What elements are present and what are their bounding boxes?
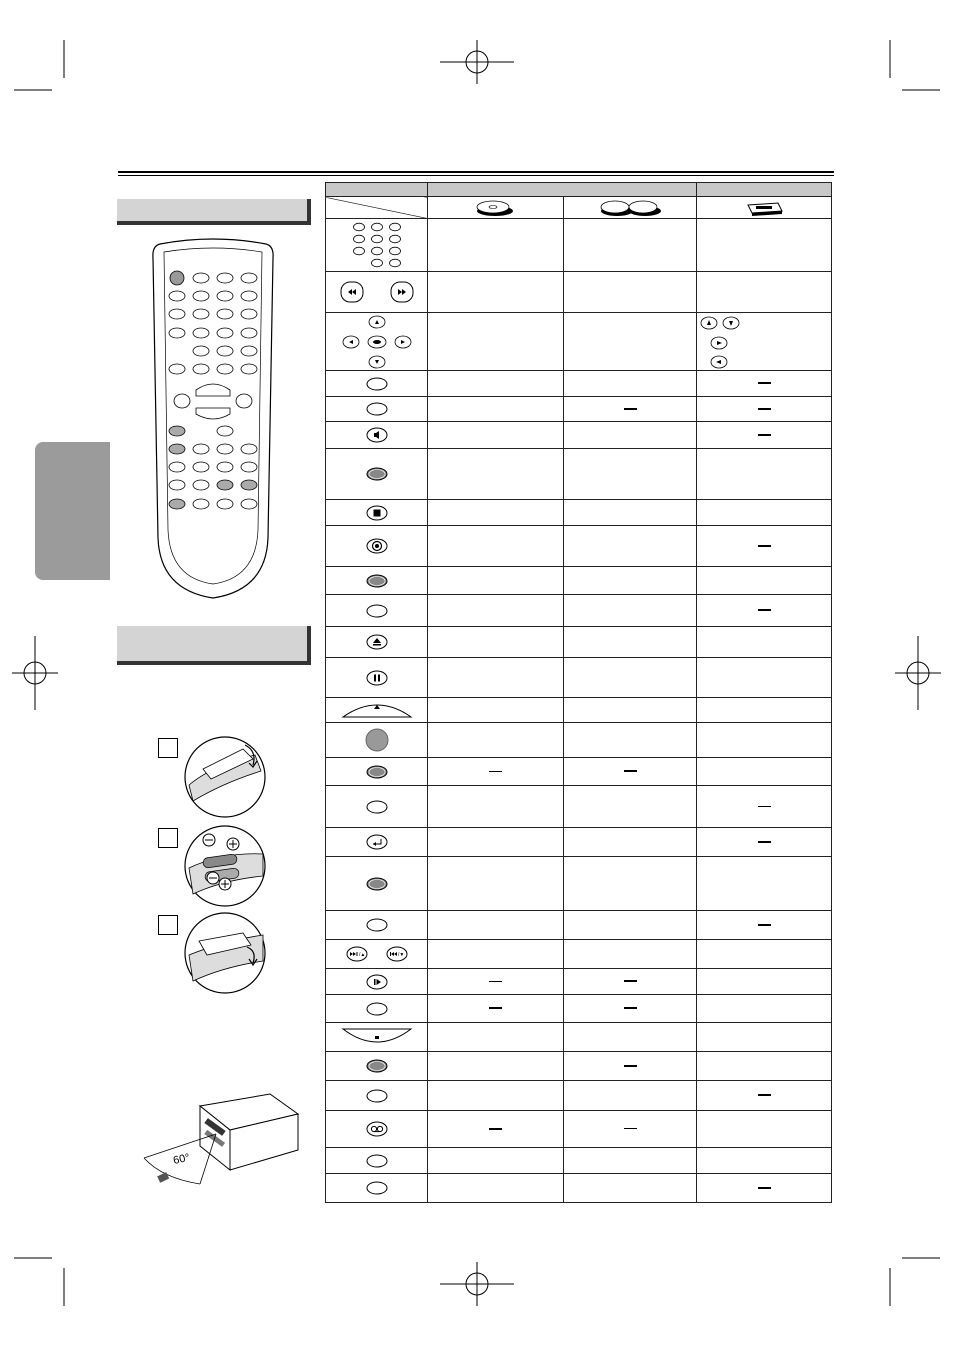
table-header-vcr: [697, 183, 832, 197]
cd-vcd-disc-icon: [597, 199, 663, 217]
vcr-cell: [697, 595, 832, 627]
table-row: [326, 786, 832, 828]
vcr-media-cell: [697, 197, 832, 219]
vcr-cell: [697, 758, 832, 786]
button-cell: [326, 595, 428, 627]
function-table: [325, 182, 832, 1203]
cd-vcd-cell: [564, 1111, 697, 1148]
button-cell: [326, 313, 428, 371]
button-cell: [326, 786, 428, 828]
vcr-cell: [697, 371, 832, 397]
record-button-icon: [357, 535, 397, 557]
return-button-icon: [357, 831, 397, 853]
vcr-cell: [697, 786, 832, 828]
table-row: [326, 940, 832, 969]
dvd-cell: [428, 371, 564, 397]
table-row: [326, 758, 832, 786]
table-row: [326, 371, 832, 397]
cd-vcd-cell: [564, 995, 697, 1023]
button-cell: [326, 397, 428, 422]
dvd-cell: [428, 1111, 564, 1148]
table-row: [326, 449, 832, 500]
dvd-cell: [428, 500, 564, 526]
vcr-cell: [697, 397, 832, 422]
cd-vcd-cell: [564, 371, 697, 397]
dvd-disc-icon: [471, 199, 521, 217]
dvd-cell: [428, 698, 564, 723]
vcr-cell: [697, 723, 832, 758]
step-3-box: [158, 915, 178, 935]
button-cell: [326, 658, 428, 698]
cd-vcd-cell: [564, 969, 697, 995]
button-cell: [326, 627, 428, 658]
button-cell: [326, 500, 428, 526]
vcr-cell: [697, 698, 832, 723]
vcr-cell: [697, 857, 832, 911]
dvd-cell: [428, 857, 564, 911]
table-header-buttons: [326, 183, 428, 197]
vcr-cell: [697, 526, 832, 567]
vcr-cell: [697, 828, 832, 857]
vcr-cell: [697, 567, 832, 595]
dvd-cell: [428, 1174, 564, 1203]
oval-button-icon: [357, 1151, 397, 1171]
diagonal-cell: [326, 197, 428, 219]
button-cell: [326, 723, 428, 758]
table-row: [326, 995, 832, 1023]
cd-vcd-cell: [564, 1081, 697, 1111]
battery-step-1-illustration: [183, 735, 267, 819]
gray-oval-button-icon: [357, 1056, 397, 1076]
section-title-bar-remote: [117, 199, 311, 225]
cd-vcd-cell: [564, 723, 697, 758]
vcr-cell: [697, 313, 832, 371]
vcr-cell: [697, 627, 832, 658]
button-cell: [326, 219, 428, 272]
side-tab: [35, 442, 110, 580]
skip-buttons-icon: [337, 943, 417, 965]
vcr-cell: [697, 940, 832, 969]
table-row: [326, 1148, 832, 1174]
dvd-cell: [428, 995, 564, 1023]
arrow-enter-buttons-icon: [335, 315, 419, 369]
table-row: [326, 1081, 832, 1111]
dvd-cell: [428, 1023, 564, 1052]
dvd-cell: [428, 627, 564, 658]
gray-oval-button-icon: [357, 571, 397, 591]
button-cell: [326, 567, 428, 595]
table-row: [326, 698, 832, 723]
cd-vcd-cell: [564, 911, 697, 940]
cd-vcd-cell: [564, 219, 697, 272]
table-row: [326, 627, 832, 658]
dvd-cell: [428, 526, 564, 567]
table-row: [326, 567, 832, 595]
table-row: [326, 422, 832, 449]
table-row: [326, 723, 832, 758]
power-button-icon: [357, 725, 397, 755]
dvd-cell: [428, 723, 564, 758]
vcr-cell: [697, 219, 832, 272]
dvd-cell: [428, 272, 564, 313]
dvd-cell: [428, 567, 564, 595]
button-cell: [326, 758, 428, 786]
vcr-cell: [697, 1111, 832, 1148]
vcr-cell: [697, 1081, 832, 1111]
table-row: [326, 828, 832, 857]
button-cell: [326, 272, 428, 313]
table-row: [326, 500, 832, 526]
vcr-cell: [697, 658, 832, 698]
oval-button-icon: [357, 399, 397, 419]
cd-vcd-media-cell: [564, 197, 697, 219]
table-row: [326, 272, 832, 313]
button-cell: [326, 422, 428, 449]
table-row: [326, 219, 832, 272]
cd-vcd-cell: [564, 857, 697, 911]
step-2-box: [158, 828, 178, 848]
dvd-cell: [428, 422, 564, 449]
cd-vcd-cell: [564, 1023, 697, 1052]
table-header-row: [326, 183, 832, 197]
tape-button-icon: [357, 1118, 397, 1140]
button-cell: [326, 449, 428, 500]
cd-vcd-cell: [564, 758, 697, 786]
gray-oval-button-icon: [357, 762, 397, 782]
operating-angle-illustration: [140, 1090, 300, 1190]
dvd-media-cell: [428, 197, 564, 219]
cd-vcd-cell: [564, 786, 697, 828]
cd-vcd-cell: [564, 272, 697, 313]
cd-vcd-cell: [564, 698, 697, 723]
table-row: [326, 911, 832, 940]
table-row: [326, 526, 832, 567]
remote-control-illustration: [150, 238, 276, 602]
oval-button-icon: [357, 601, 397, 621]
dvd-cell: [428, 1081, 564, 1111]
table-row: [326, 658, 832, 698]
oval-button-icon: [357, 374, 397, 394]
button-cell: [326, 940, 428, 969]
oval-button-icon: [357, 1086, 397, 1106]
eject-button-icon: [357, 631, 397, 653]
table-row: [326, 595, 832, 627]
dvd-cell: [428, 1052, 564, 1081]
cd-vcd-cell: [564, 1174, 697, 1203]
cd-vcd-cell: [564, 940, 697, 969]
section-title-bar-batteries: [117, 626, 311, 665]
cd-vcd-cell: [564, 449, 697, 500]
cd-vcd-cell: [564, 500, 697, 526]
dvd-cell: [428, 313, 564, 371]
battery-step-3-illustration: [183, 911, 267, 995]
dvd-cell: [428, 219, 564, 272]
oval-button-icon: [357, 797, 397, 817]
play-button-icon: [337, 699, 417, 721]
oval-button-icon: [357, 915, 397, 935]
dvd-cell: [428, 658, 564, 698]
dvd-cell: [428, 1148, 564, 1174]
dvd-cell: [428, 595, 564, 627]
table-row: [326, 1052, 832, 1081]
button-cell: [326, 1023, 428, 1052]
vcr-cell: [697, 911, 832, 940]
vcr-cell: [697, 1148, 832, 1174]
battery-step-2-illustration: [183, 824, 267, 908]
svg-text:/▼: /▼: [397, 952, 404, 958]
gray-oval-button-icon: [357, 874, 397, 894]
cd-vcd-cell: [564, 313, 697, 371]
button-cell: [326, 371, 428, 397]
button-cell: [326, 1081, 428, 1111]
vcr-cell: [697, 272, 832, 313]
cd-vcd-cell: [564, 627, 697, 658]
cd-vcd-cell: [564, 658, 697, 698]
vhs-cassette-icon: [744, 199, 784, 217]
dvd-cell: [428, 940, 564, 969]
cd-vcd-cell: [564, 595, 697, 627]
cd-vcd-cell: [564, 397, 697, 422]
button-cell: [326, 698, 428, 723]
dvd-cell: [428, 758, 564, 786]
table-row: [326, 397, 832, 422]
button-cell: [326, 1111, 428, 1148]
header-rule: [118, 171, 834, 173]
stop-button-icon: [357, 502, 397, 524]
dvd-cell: [428, 911, 564, 940]
vcr-cell: [697, 449, 832, 500]
vcr-cell: [697, 422, 832, 449]
button-cell: [326, 995, 428, 1023]
table-media-row: [326, 197, 832, 219]
oval-button-icon: [357, 1178, 397, 1198]
table-row: [326, 1174, 832, 1203]
table-row: [326, 1111, 832, 1148]
dvd-cell: [428, 397, 564, 422]
svg-text:/▲: /▲: [358, 952, 365, 958]
cd-vcd-cell: [564, 1052, 697, 1081]
dvd-cell: [428, 449, 564, 500]
vcr-cell: [697, 1174, 832, 1203]
number-buttons-icon: [347, 222, 407, 268]
table-row: [326, 857, 832, 911]
button-cell: [326, 828, 428, 857]
oval-button-icon: [357, 999, 397, 1019]
stop-arc-button-icon: [337, 1025, 417, 1049]
cd-vcd-cell: [564, 422, 697, 449]
button-cell: [326, 1148, 428, 1174]
vcr-cell: [697, 1052, 832, 1081]
button-cell: [326, 1174, 428, 1203]
vcr-cell: [697, 969, 832, 995]
header-rule-thin: [118, 175, 834, 176]
dvd-cell: [428, 786, 564, 828]
rewind-ffwd-buttons-icon: [337, 280, 417, 304]
table-row: [326, 1023, 832, 1052]
step-1-box: [158, 738, 178, 758]
vcr-cell: [697, 1023, 832, 1052]
button-cell: [326, 526, 428, 567]
vcr-cell: [697, 500, 832, 526]
angle-label: 60°: [172, 1151, 191, 1167]
cd-vcd-cell: [564, 1148, 697, 1174]
button-cell: [326, 911, 428, 940]
button-cell: [326, 1052, 428, 1081]
table-header-dvd-cd: [428, 183, 697, 197]
pause-button-icon: [357, 667, 397, 689]
button-cell: [326, 857, 428, 911]
cd-vcd-cell: [564, 828, 697, 857]
slow-button-icon: [357, 971, 397, 993]
table-row: [326, 969, 832, 995]
gray-oval-button-icon: [357, 464, 397, 484]
cd-vcd-cell: [564, 526, 697, 567]
dvd-cell: [428, 969, 564, 995]
cd-vcd-cell: [564, 567, 697, 595]
table-row: [326, 313, 832, 371]
dvd-cell: [428, 828, 564, 857]
button-cell: [326, 969, 428, 995]
vcr-cell: [697, 995, 832, 1023]
mute-button-icon: [357, 424, 397, 446]
